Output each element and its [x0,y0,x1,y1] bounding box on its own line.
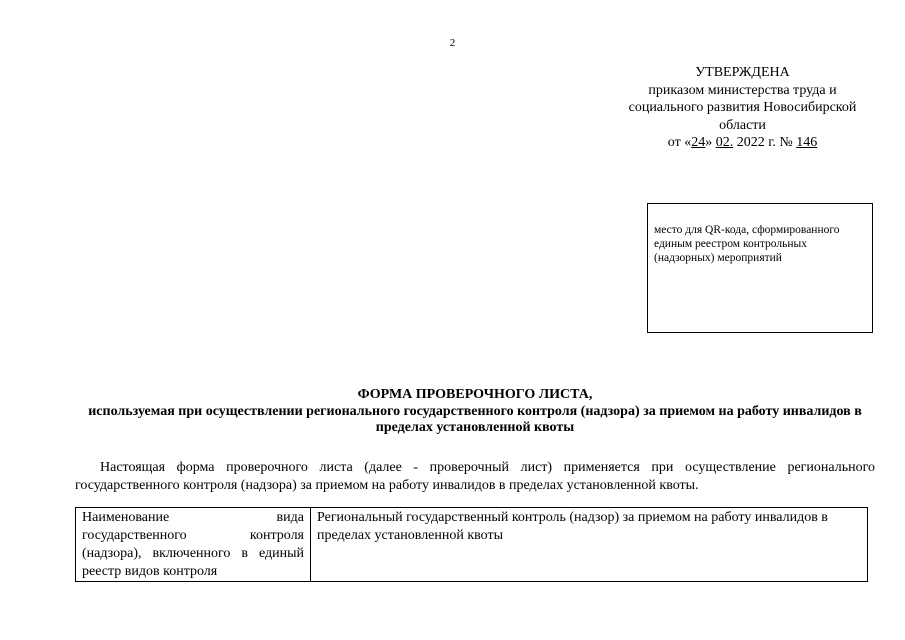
title-heading: ФОРМА ПРОВЕРОЧНОГО ЛИСТА, [357,387,593,402]
approval-date [605,134,880,152]
approval-line: социального развития Новосибирской [628,100,857,115]
page-number: 2 [449,37,456,49]
table-row [76,508,868,582]
title-subheading: используемая при осуществлении регионального государственного контроля (надзора) за приемом на работу инвалидов в пределах установленной квоты [88,403,862,435]
qr-placeholder-text: место для QR-кода, сформированного единым реестром контрольных (надзорных) мероприятий [654,224,840,264]
approval-line: области [719,117,766,133]
approval-title: УТВЕРЖДЕНА [695,65,790,80]
control-type-value: Региональный государственный контроль (надзор) за приемом на работу инвалидов в пределах установленной квоты [311,508,868,582]
order-number: 146 [796,135,818,150]
date-prefix: от « [667,135,692,150]
date-month: 02. [715,135,734,150]
date-mid: » [705,135,716,150]
qr-code-placeholder [647,203,873,333]
approval-stamp [605,64,880,152]
date-year: 2022 г. № [733,135,797,150]
control-type-label: Наименование вида государственного контроля (надзора), включенного в единый реестр видов контроля [76,508,311,582]
control-type-table [75,507,868,582]
date-day: 24 [691,135,706,150]
approval-line: приказом министерства труда и [648,82,837,98]
document-title [75,387,875,437]
intro-paragraph: Настоящая форма проверочного листа (далее - проверочный лист) применяется при осуществление регионального государственного контроля (надзора) за приемом на работу инвалидов в пределах установленной квоты. [75,460,875,493]
